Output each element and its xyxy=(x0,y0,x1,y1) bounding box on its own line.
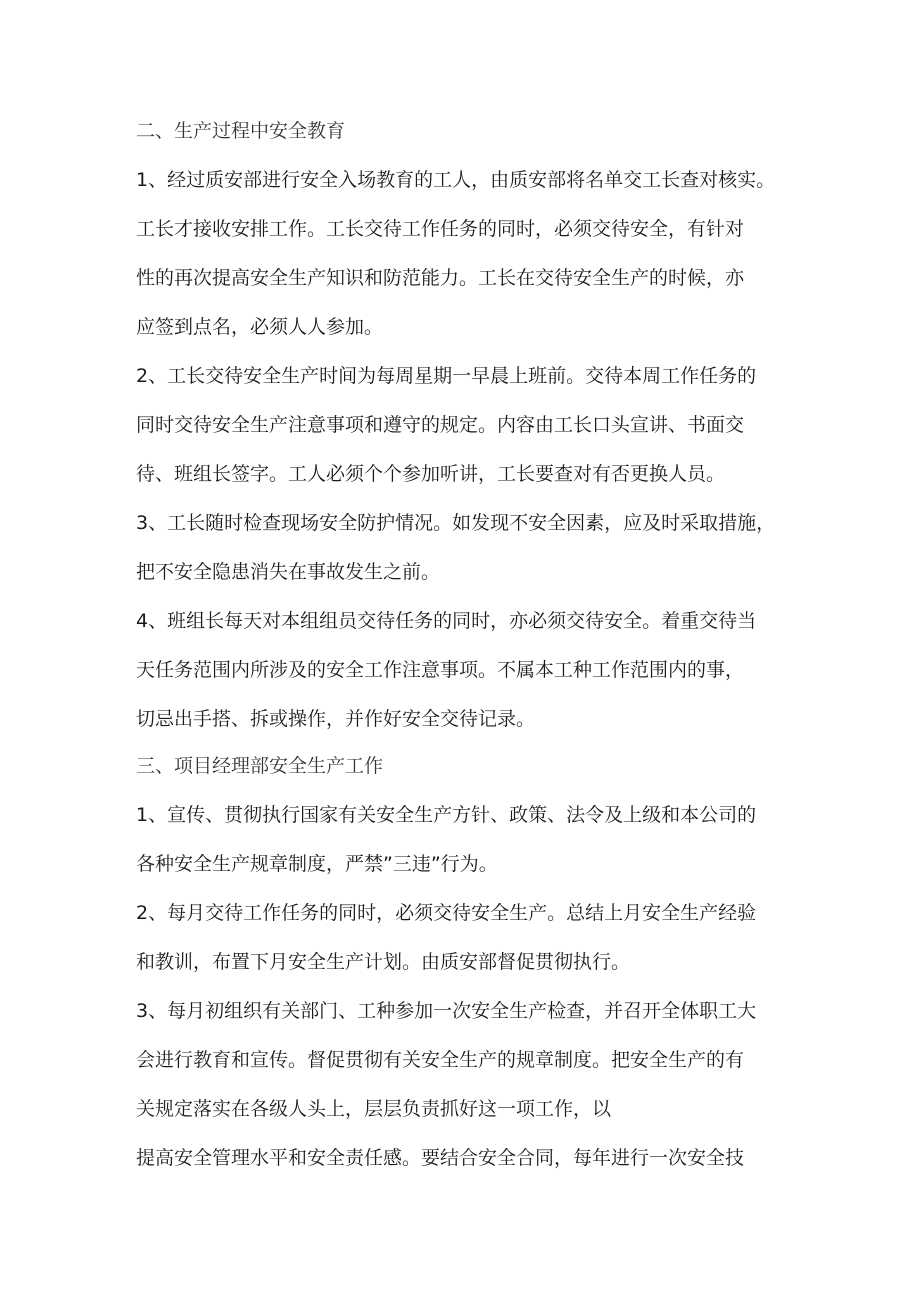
paragraph-line: 4、班组长每天对本组组员交待任务的同时，亦必须交待安全。着重交待当 xyxy=(136,610,757,632)
paragraph-line: 工长才接收安排工作。工长交待工作任务的同时，必须交待安全，有针对 xyxy=(136,218,745,240)
paragraph-line: 1、经过质安部进行安全入场教育的工人，由质安部将名单交工长查对核实。 xyxy=(136,169,776,191)
paragraph-line: 待、班组长签字。工人必须个个参加听讲，工长要查对有否更换人员。 xyxy=(136,463,726,485)
paragraph-line: 关规定落实在各级人头上，层层负责抓好这一项工作，以 xyxy=(136,1098,612,1120)
paragraph-line: 切忌出手搭、拆或操作，并作好安全交待记录。 xyxy=(136,708,536,730)
paragraph-line: 各种安全生产规章制度，严禁”三违”行为。 xyxy=(136,853,498,875)
paragraph-line: 同时交待安全生产注意事项和遵守的规定。内容由工长口头宣讲、书面交 xyxy=(136,414,745,436)
paragraph-line: 2、工长交待安全生产时间为每周星期一早晨上班前。交待本周工作任务的 xyxy=(136,365,757,387)
paragraph-line: 1、宣传、贯彻执行国家有关安全生产方针、政策、法令及上级和本公司的 xyxy=(136,804,757,826)
paragraph-line: 提高安全管理水平和安全责任感。要结合安全合同，每年进行一次安全技 xyxy=(136,1147,745,1169)
paragraph-line: 把不安全隐患消失在事故发生之前。 xyxy=(136,561,441,583)
paragraph-line: 3、工长随时检查现场安全防护情况。如发现不安全因素，应及时采取措施， xyxy=(136,512,776,534)
section-heading-2: 二、生产过程中安全教育 xyxy=(136,120,346,142)
paragraph-line: 应签到点名，必须人人参加。 xyxy=(136,316,384,338)
paragraph-line: 性的再次提高安全生产知识和防范能力。工长在交待安全生产的时候，亦 xyxy=(136,267,745,289)
paragraph-line: 和教训，布置下月安全生产计划。由质安部督促贯彻执行。 xyxy=(136,951,631,973)
paragraph-line: 天任务范围内所涉及的安全工作注意事项。不属本工种工作范围内的事， xyxy=(136,659,745,681)
paragraph-line: 3、每月初组织有关部门、工种参加一次安全生产检查，并召开全体职工大 xyxy=(136,1000,757,1022)
paragraph-line: 2、每月交待工作任务的同时，必须交待安全生产。总结上月安全生产经验 xyxy=(136,902,757,924)
section-heading-3: 三、项目经理部安全生产工作 xyxy=(136,755,384,777)
paragraph-line: 会进行教育和宣传。督促贯彻有关安全生产的规章制度。把安全生产的有 xyxy=(136,1049,745,1071)
